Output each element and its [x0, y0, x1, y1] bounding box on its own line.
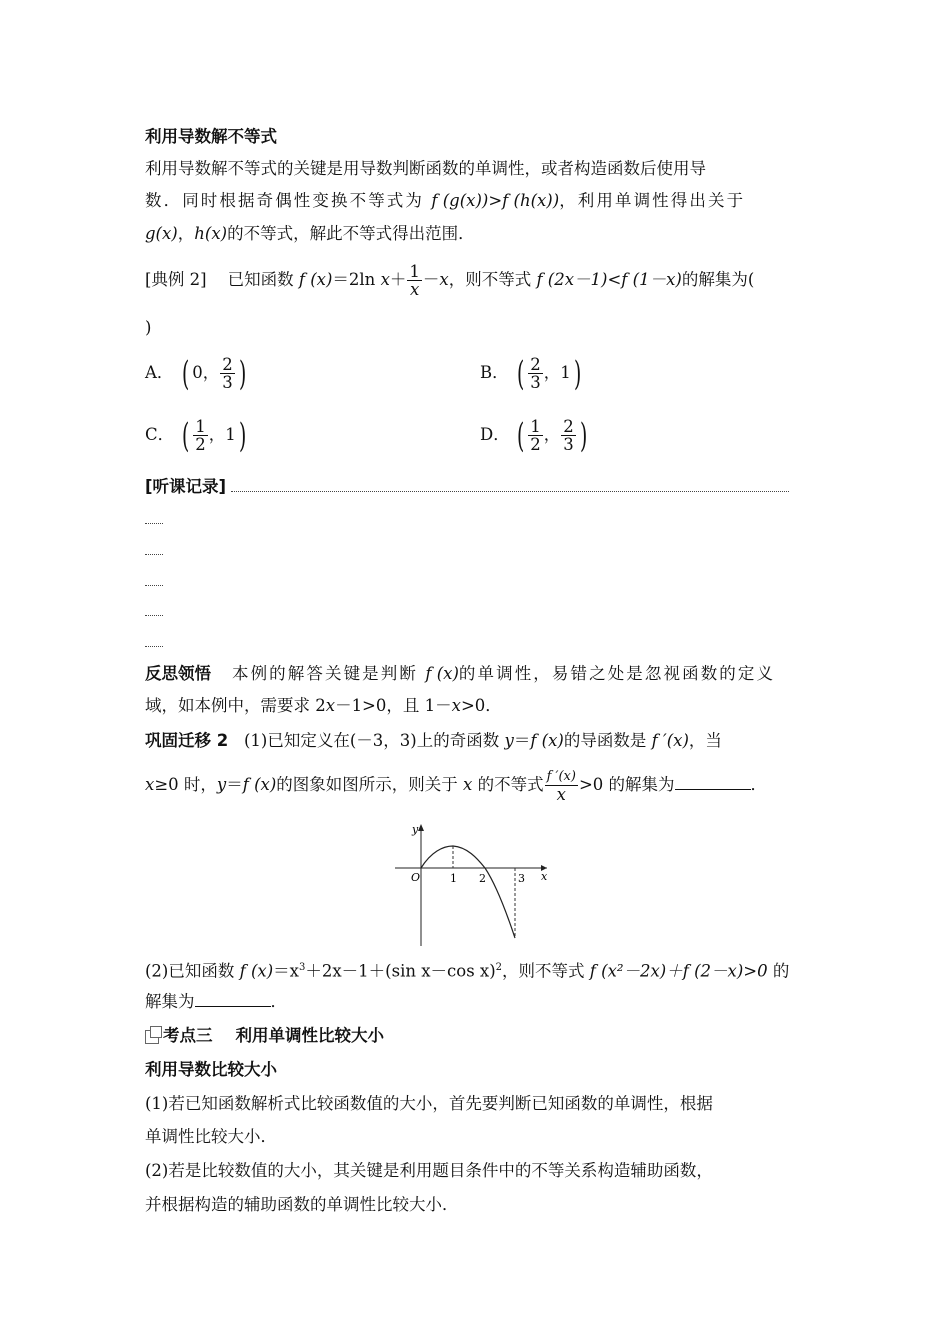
paragraph-line: (2)若是比较数值的大小，其关键是利用题目条件中的不等关系构造辅助函数，: [145, 1161, 713, 1180]
option-a[interactable]: A． ( 0， $\frac{2}{3}$ ): [145, 353, 247, 394]
reflection-label: 反思领悟: [145, 664, 211, 683]
notes-label: [听课记录]: [145, 477, 227, 496]
fraction: $\frac{1}{x}$: [409, 262, 420, 299]
paragraph-line: g(x)，h(x)的不等式，解此不等式得出范围．: [145, 224, 475, 243]
answer-blank[interactable]: [195, 992, 271, 1007]
tick-label: 3: [518, 872, 525, 885]
option-c[interactable]: C． ( $\frac{1}{2}$ ，1): [145, 415, 247, 456]
reflection-line: 域，如本例中，需要求 2x－1>0，且 1－x>0．: [145, 696, 502, 715]
option-d[interactable]: D． ( $\frac{1}{2}$ ， $\frac{2}{3}$ ): [480, 415, 588, 456]
section-title-inequality: 利用导数解不等式: [145, 127, 277, 146]
practice-line: (2)已知函数 f $(x)=x^3+2x-1+(\sin$ x－cos x)$^2$，则不等式 f (x²－2x)＋f (2－x)>0 的: [145, 961, 790, 981]
paragraph-line: (1)若已知函数解析式比较函数值的大小，首先要判断已知函数的单调性，根据: [145, 1094, 713, 1113]
example-question-cont: ): [145, 318, 152, 337]
curve-fx: [421, 846, 515, 938]
paragraph-line: 利用导数解不等式的关键是用导数判断函数的单调性，或者构造函数后使用导: [145, 159, 706, 178]
tick-label: 2: [479, 872, 486, 885]
section-title-compare: 利用导数比较大小: [145, 1060, 277, 1079]
practice-line: x≥0 时，y＝f (x)的图象如图所示，则关于 x 的不等式 $\frac{f '(x)}{x}$ >0 的解集为 ．: [145, 769, 768, 804]
y-axis-label: y: [412, 823, 419, 836]
section-icon: [145, 1030, 159, 1044]
example-question: [典例 2] 已知函数 f (x)＝2ln x＋ $\frac{1}{x}$ －x，则不等式 f (2x－1)<f (1－x)的解集为(: [145, 262, 755, 299]
practice-line: 巩固迁移 2 (1)已知定义在(－3，3)上的奇函数 y＝f (x)的导函数是 f ′(x)，当: [145, 731, 722, 750]
notes-line[interactable]: [145, 554, 163, 555]
example-label: [典例 2]: [145, 270, 207, 289]
origin-label: O: [411, 871, 421, 884]
function-graph: [395, 820, 555, 948]
kaodian-heading: 考点三 利用单调性比较大小: [145, 1024, 384, 1048]
practice-label: 巩固迁移 2: [145, 731, 229, 750]
paragraph-line: 并根据构造的辅助函数的单调性比较大小．: [145, 1195, 459, 1214]
y-axis-arrow: [418, 824, 424, 831]
tick-label: 1: [450, 872, 457, 885]
notes-line[interactable]: [231, 491, 789, 492]
reflection-line: 反思领悟 本例的解答关键是判断 f (x)的单调性，易错之处是忽视函数的定义: [145, 664, 776, 683]
answer-blank[interactable]: [675, 775, 751, 790]
notes-line[interactable]: [145, 585, 163, 586]
notes-line[interactable]: [145, 523, 163, 524]
fraction: $\frac{f '(x)}{x}$: [546, 769, 576, 804]
paragraph-line: 单调性比较大小．: [145, 1127, 277, 1146]
notes-line[interactable]: [145, 615, 163, 616]
paragraph-line: 数．同时根据奇偶性变换不等式为 f (g(x))>f (h(x))，利用单调性得出关于: [145, 191, 746, 210]
option-b[interactable]: B． ( $\frac{2}{3}$ ，1): [480, 353, 582, 394]
x-axis-label: x: [541, 870, 548, 883]
practice-line: 解集为 ．: [145, 992, 287, 1011]
notes-line[interactable]: [145, 646, 163, 647]
